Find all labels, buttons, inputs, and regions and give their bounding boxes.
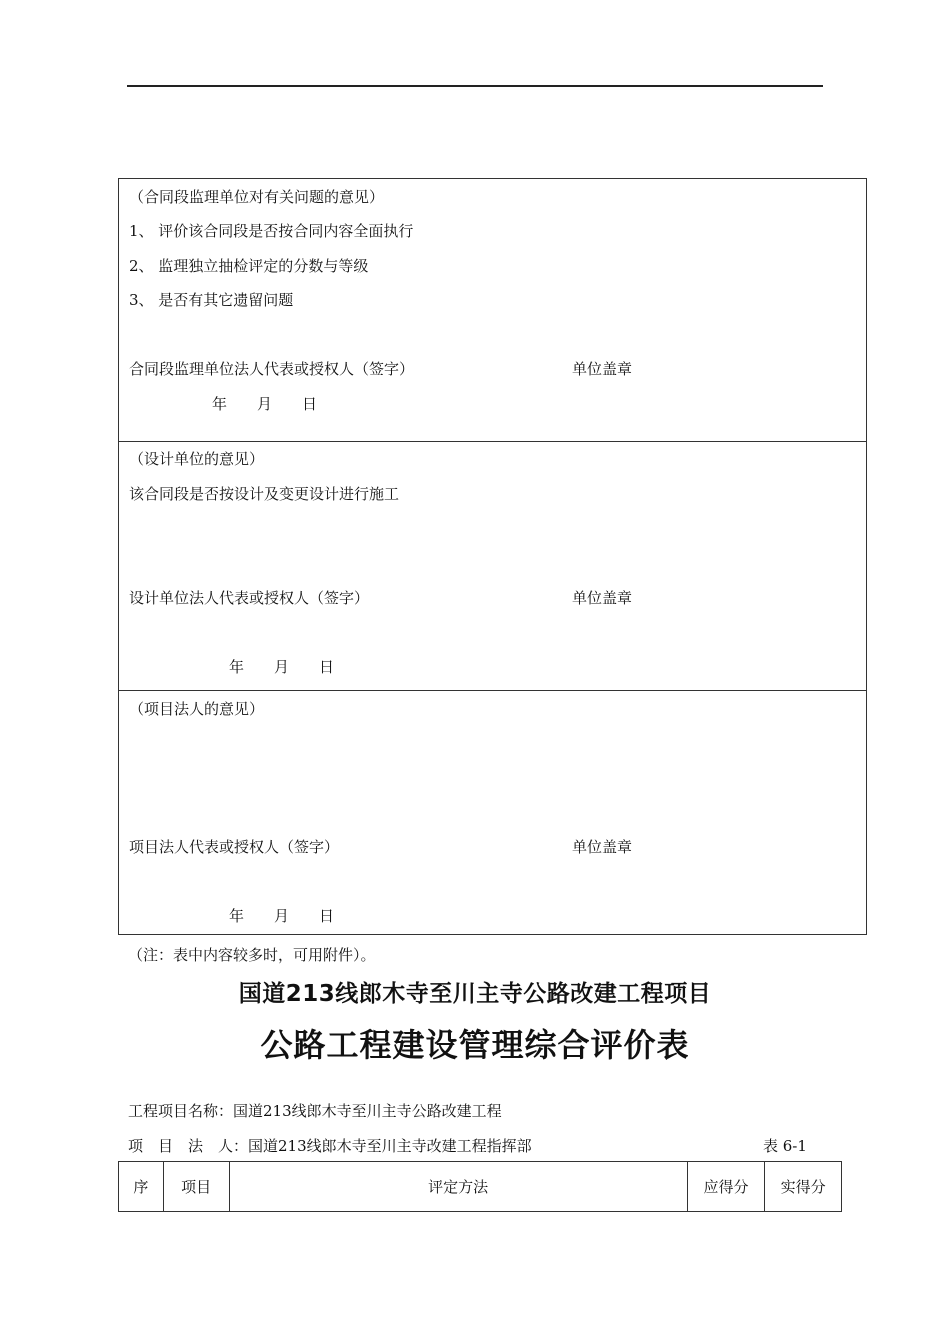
document-subtitle: 公路工程建设管理综合评价表 [260, 1026, 690, 1064]
col-header-actual-score: 实得分 [765, 1162, 842, 1212]
supervisor-item-2: 2、 监理独立抽检评定的分数与等级 [129, 257, 369, 275]
date-day: 日 [319, 907, 335, 925]
date-day: 日 [319, 658, 335, 676]
date-month: 月 [257, 395, 273, 413]
col-header-item: 项目 [163, 1162, 229, 1212]
header-rule [127, 85, 823, 87]
project-name-line: 工程项目名称：国道213线郎木寺至川主寺公路改建工程 [128, 1102, 502, 1120]
supervisor-seal-label: 单位盖章 [572, 360, 633, 378]
project-owner-line: 项 目 法 人：国道213线郎木寺至川主寺改建工程指挥部 [128, 1137, 532, 1155]
owner-opinion-header: （项目法人的意见） [129, 700, 265, 718]
owner-signature-label: 项目法人代表或授权人（签字） [129, 838, 340, 856]
owner-opinion-box [118, 690, 867, 935]
owner-seal-label: 单位盖章 [572, 838, 633, 856]
footnote: （注：表中内容较多时，可用附件）。 [128, 946, 376, 964]
supervisor-opinion-header: （合同段监理单位对有关问题的意见） [129, 188, 385, 206]
col-header-method: 评定方法 [229, 1162, 687, 1212]
col-header-expected-score: 应得分 [687, 1162, 765, 1212]
date-year: 年 [212, 395, 228, 413]
date-year: 年 [229, 907, 245, 925]
supervisor-date [212, 395, 347, 413]
designer-opinion-box [118, 441, 867, 691]
date-month: 月 [274, 658, 290, 676]
table-number: 表 6-1 [763, 1137, 807, 1155]
supervisor-item-1: 1、 评价该合同段是否按合同内容全面执行 [129, 222, 414, 240]
supervisor-signature-label: 合同段监理单位法人代表或授权人（签字） [129, 360, 415, 378]
designer-signature-label: 设计单位法人代表或授权人（签字） [129, 589, 370, 607]
date-year: 年 [229, 658, 245, 676]
evaluation-table-header [118, 1161, 842, 1212]
supervisor-opinion-box [118, 178, 867, 442]
designer-opinion-body: 该合同段是否按设计及变更设计进行施工 [129, 485, 400, 503]
date-day: 日 [302, 395, 318, 413]
date-month: 月 [274, 907, 290, 925]
document-title: 国道213线郎木寺至川主寺公路改建工程项目 [238, 981, 712, 1007]
designer-date [229, 658, 364, 676]
designer-opinion-header: （设计单位的意见） [129, 450, 265, 468]
supervisor-item-3: 3、 是否有其它遗留问题 [129, 291, 294, 309]
designer-seal-label: 单位盖章 [572, 589, 633, 607]
owner-date [229, 907, 364, 925]
col-header-seq: 序 [119, 1162, 164, 1212]
table-header-row [119, 1162, 842, 1212]
